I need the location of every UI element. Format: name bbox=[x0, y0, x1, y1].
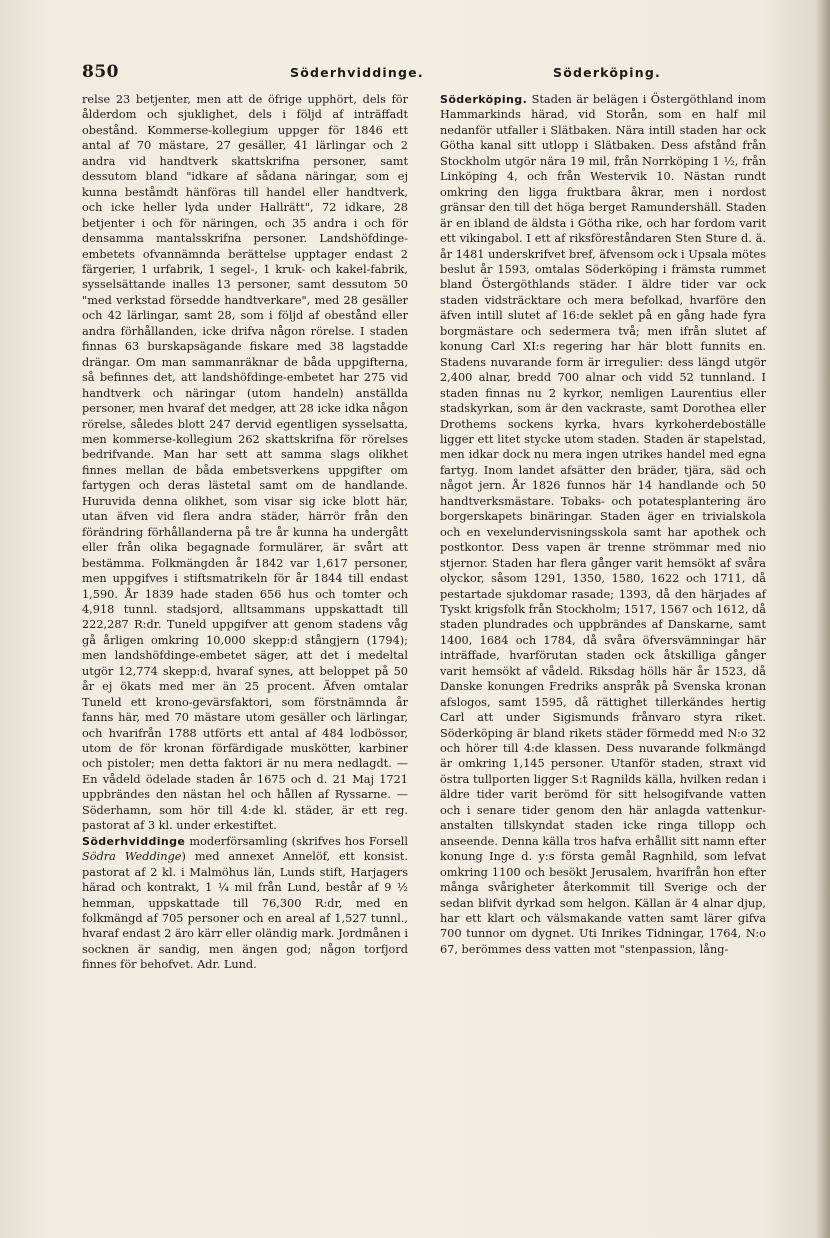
entry-text: ) med annexet Annelöf, ett konsist. pastorat af 2 kl. i Malmöhus län, Lunds stift, Harjagers härad och kontrakt, 1 ¼ mil från Lund, består af 9 ½ hemman, uppskattade till 76,300 R:dr, med en folkmängd af 705 personer och en areal af 1,527 tunnl., hvaraf endast 2 äro kärr eller oländig mark. Jordmånen i socknen är sandig, men ängen god; någon torfjord finnes för behofvet. Adr. Lund. bbox=[82, 850, 408, 972]
page-edge-shadow bbox=[816, 0, 830, 1238]
page-number: 850 bbox=[82, 62, 119, 82]
entry-text: moderförsamling (skrifves hos Forsell bbox=[185, 834, 408, 848]
running-head-right: Söderköping. bbox=[553, 65, 661, 80]
left-column-paragraph-1: relse 23 betjenter, men att de öfrige upphört, dels för ålderdom och sjuklighet, dels i följd af inträffadt obestånd. Kommerse-kollegium uppger för 1846 ett antal af 70 mästare, 27 gesäller, 41 lärlingar och 2 andra vid handtverk skattskrifna personer, samt dessutom bland "idkare af sådana näringar, som ej kunna beståmdt hänföras till handel eller handtverk, och icke heller lyda under Hallrätt", 72 idkare, 28 betjenter i och för näringen, och 35 andra i och för densamma mantalsskrifna personer. Landshöfdinge-embetets ofvannämnda berättelse upptager endast 2 färgerier, 1 urfabrik, 1 segel-, 1 kruk- och kakel-fabrik, sysselsättande inalles 13 personer, samt dessutom 50 "med verkstad försedde handtverkare", med 28 gesäller och 42 lärlingar, samt 28, som i följd af obestånd eller andra förhållanden, icke drifva någon rörelse. I staden finnas 63 burskapsägande fiskare med 38 lagstadde drängar. Om man sammanräknar de båda uppgifterna, så befinnes det, att landshöfdinge-embetet har 275 vid handtverk och näringar (utom handeln) anställda personer, men hvaraf det medger, att 28 icke idka någon rörelse, således blott 247 dervid egentligen sysselsatta, men kommerse-kollegium 262 skattskrifna för rörelses bedrifvande. Man har sett att samma slags olikhet finnes mellan de båda embetsverkens uppgifter om fartygen och deras lästetal samt om de handlande. Huruvida denna olikhet, som visar sig icke blott här, utan äfven vid flera andra städer, härrör från den förändring förhållanderna på tre år kunna ha undergått eller från olika begagnade formulärer, är svårt att bestämma. Folkmängden år 1842 var 1,617 personer, men uppgifves i stiftsmatrikeln för år 1844 till endast 1,590. År 1839 hade staden 656 hus och tomter och 4,918 tunnl. stadsjord, alltsammans uppskattadt till 222,287 R:dr. Tuneld uppgifver att genom stadens våg gå årligen omkring 10,000 skepp:d stångjern (1794); men landshöfdinge-embetet säger, att det i medeltal utgör 12,774 skepp:d, hvaraf synes, att beloppet på 50 år ej ökats med mer än 25 procent. Äfven omtalar Tuneld ett krono-gevärsfaktori, som förstnämnda år fanns här, med 70 mästare utom gesäller och lärlingar, och hvarifrån 1788 utförts ett antal af 484 lodbössor, utom de för kronan förfärdigade muskötter, karbiner och pistoler; men detta faktori är nu mera nedlagdt. — En vådeld ödelade staden år 1675 och d. 21 Maj 1721 uppbrändes den nästan hel och hållen af Ryssarne. — Söderhamn, som hör till 4:de kl. städer, är ett reg. pastorat af 3 kl. under erkestiftet. bbox=[82, 93, 408, 833]
entry-headword: Söderköping. bbox=[440, 93, 528, 106]
left-column bbox=[82, 92, 408, 973]
entry-text: Staden är belägen i Östergöthland inom Hammarkinds härad, vid Storån, som en half mil nedanför utfaller i Slätbaken. Nära intill staden har ock Götha kanal sitt utlopp i Slätbaken. Dess afstånd från Stockholm utgör nära 19 mil, från Norrköping 1 ½, från Linköping 4, och från Westervik 10. Nästan rundt omkring den ligga fruktbara åkrar, men i nordost gränsar den till det höga berget Ramundershäll. Staden är en ibland de äldsta i Götha rike, och har fordom varit ett vikingabol. I ett af riksföreståndaren Sten Sture d. ä. år 1481 underskrifvet bref, äfvensom ock i Upsala mötes beslut år 1593, omtalas Söderköping i främsta rummet bland Östergöthlands städer. I äldre tider var ock staden vidsträcktare och mera befolkad, hvarföre den äfven intill slutet af 16:de seklet på en gång hade fyra borgmästare och sedermera två; men ifrån slutet af konung Carl XI:s regering har här blott funnits en. Stadens nuvarande form är irregulier: dess längd utgör 2,400 alnar, bredd 700 alnar och vidd 52 tunnland. I staden finnas nu 2 kyrkor, nemligen Laurentius eller stadskyrkan, som är den vackraste, samt Dorothea eller Drothems sockens kyrka, hvars kyrkoherdeboställe ligger ett litet stycke utom staden. Staden är stapelstad, men idkar dock nu mera ingen utrikes handel med egna fartyg. Inom landet afsätter den bräder, tjära, säd och något jern. År 1826 funnos här 14 handlande och 50 handtverksmästare. Tobaks- och potatesplantering äro borgerskapets binäringar. Staden äger en trivialskola och en vexelundervisningsskola samt har apothek och postkontor. Dess vapen är trenne strömmar med nio stjernor. Staden har flera gånger varit hemsökt af svåra olyckor, såsom 1291, 1350, 1580, 1622 och 1711, då pestartade sjukdomar rasade; 1393, då den härjades af Tyskt krigsfolk från Stockholm; 1517, 1567 och 1612, då staden plundrades och uppbrändes af Danskarne, samt 1400, 1684 och 1784, då svåra öfversvämningar här inträffade, hvarförutan staden ock åtskilliga gånger varit hemsökt af vådeld. Riksdag hölls här år 1523, då Danske konungen Fredriks anspråk på Svenska kronan afslogos, samt 1595, då rättighet tillerkändes hertig Carl att under Sigismunds frånvaro styra riket. Söderköping är bland rikets städer förmedd med N:o 32 och hörer till 4:de klassen. Dess nuvarande folkmängd är omkring 1,145 personer. Utanför staden, straxt vid östra tullporten ligger S:t Ragnilds källa, hvilken redan i äldre tider varit berömd för sitt helsogifvande vatten och i senare tider genom den här anlagda vattenkur-anstalten tillskyndat staden icke ringa tillopp och anseende. Denna källa tros hafva erhållit sitt namn efter konung Inge d. y:s första gemål Ragnhild, som lefvat omkring 1100 och besökt Jerusalem, hvarifrån hon efter många svårigheter återkommit till Sverige och der sedan blifvit dyrkad som helgon. Källan är 4 alnar djup, har ett klart och välsmakande vatten samt lärer gifva 700 tunnor om dygnet. Uti Inrikes Tidningar, 1764, N:o 67, berömmes dess vatten mot "stenpassion, lång- bbox=[440, 93, 767, 956]
entry-headword: Söderhviddinge bbox=[82, 834, 186, 848]
entry-italic-name: Södra Weddinge bbox=[82, 850, 182, 864]
entry-soderhviddinge bbox=[82, 834, 408, 973]
entry-soderkoping bbox=[440, 92, 766, 957]
page-header bbox=[0, 62, 830, 86]
right-column bbox=[440, 92, 766, 957]
running-head-left: Söderhviddinge. bbox=[290, 65, 424, 80]
